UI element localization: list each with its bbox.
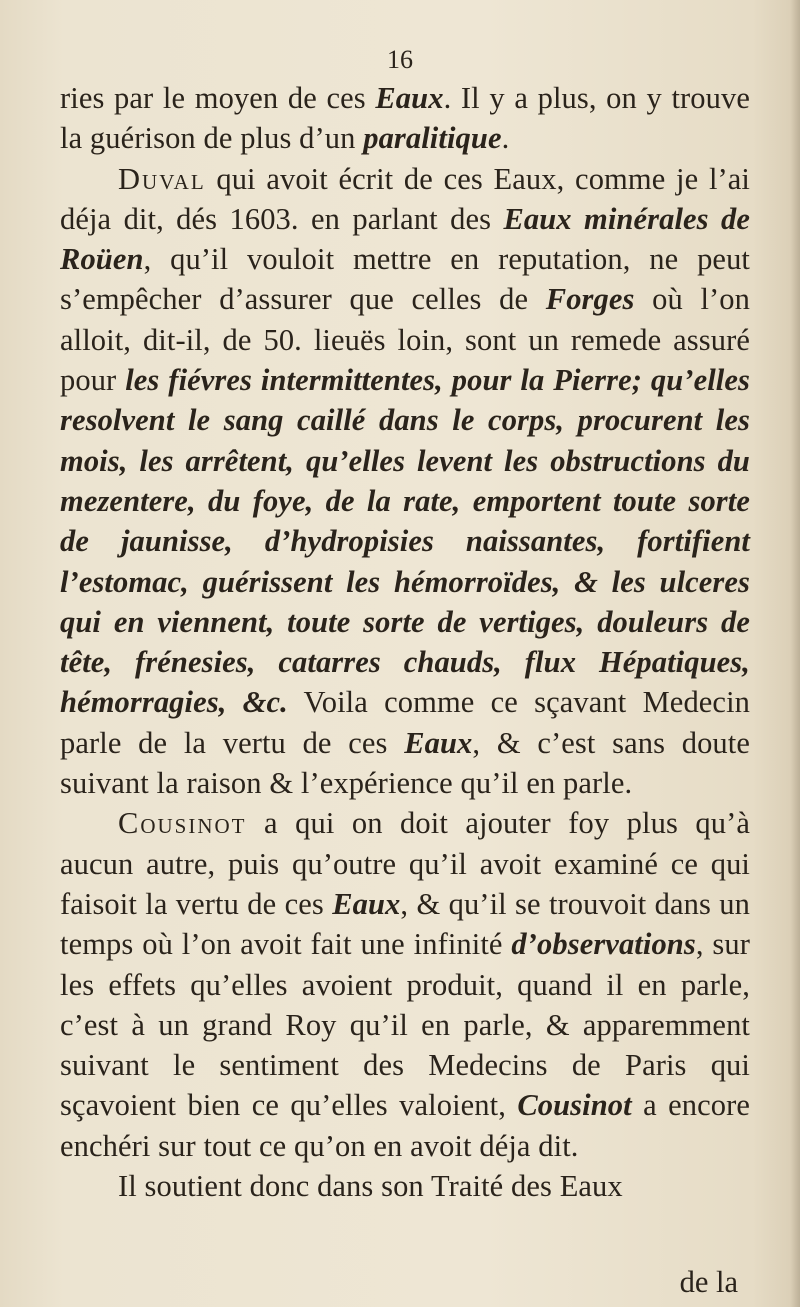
text-segment: . Il y a plus, on y trouve la guérison de plus d’un xyxy=(60,81,750,156)
text-segment: où l’on alloit, dit-il, de 50. lieuës loin, sont un remede assuré pour xyxy=(60,282,750,398)
paragraph-4 xyxy=(60,1166,750,1206)
text-segment: Il soutient donc dans son Traité des Eaux xyxy=(118,1169,623,1204)
text-segment: , & qu’il se trouvoit dans un temps où l’on avoit fait une infinité xyxy=(60,886,751,962)
italic-segment: Eaux xyxy=(404,725,473,760)
text-segment: Voila comme ce sçavant Medecin parle de la vertu de ces xyxy=(60,685,750,760)
text-segment: , & c’est sans doute suivant la raison & l’expérience qu’il en parle. xyxy=(60,725,750,801)
paragraph-2 xyxy=(60,159,750,804)
italic-segment: Forges xyxy=(545,282,635,317)
small-caps-name: Cousinot xyxy=(118,806,247,841)
page-number: 16 xyxy=(387,45,413,74)
text-segment: . xyxy=(501,121,510,156)
text-segment: , qu’il vouloit mettre en reputation, ne peut s’empêcher d’assurer que celles de xyxy=(60,242,750,317)
italic-segment: Eaux xyxy=(332,886,401,921)
catchword: de la xyxy=(679,1265,738,1299)
page-edge-shadow xyxy=(790,0,800,1307)
page-body-text xyxy=(60,78,750,1206)
text-segment: a qui on doit ajouter foy plus qu’à aucun autre, puis qu’outre qu’il avoit examiné ce qui faisoit la vertu de ces xyxy=(60,806,750,921)
text-segment: , sur les effets qu’elles avoient produit, quand il en parle, c’est à un grand Roy qu’il en parle, & apparemment suivant le sentiment des Medecins de Paris qui sçavoient bien ce qu’elles valoient, xyxy=(60,927,750,1123)
paragraph-1 xyxy=(60,78,750,159)
text-segment: ries par le moyen de ces xyxy=(60,81,376,115)
italic-segment: d’observations xyxy=(511,927,696,962)
italic-segment: les fiévres intermittentes, pour la Pierre; qu’elles resolvent le sang caillé dans le corps, procurent les mois, les arrêtent, qu’elles levent les obstructions du mezentere, du foye, de la rate, emportent toute sorte de jaunisse, d’hydropisies naissantes, fortifient l’estomac, guérissent les hémorroïdes, & les ulceres qui en viennent, toute sorte de vertiges, douleurs de tête, frénesies, catarres chauds, flux Hépatiques, hémorragies, &c. xyxy=(60,363,750,720)
text-segment: a encore enchéri sur tout ce qu’on en avoit déja dit. xyxy=(60,1088,750,1163)
italic-segment: Eaux minérales de Roüen xyxy=(60,201,750,277)
paragraph-3 xyxy=(60,803,750,1166)
italic-segment: paralitique xyxy=(363,121,502,156)
italic-segment: Eaux xyxy=(375,81,444,115)
text-segment: qui avoit écrit de ces Eaux, comme je l’ai déja dit, dés 1603. en parlant des xyxy=(60,161,750,236)
italic-segment: Cousinot xyxy=(517,1088,632,1123)
small-caps-name: Duval xyxy=(118,161,206,196)
